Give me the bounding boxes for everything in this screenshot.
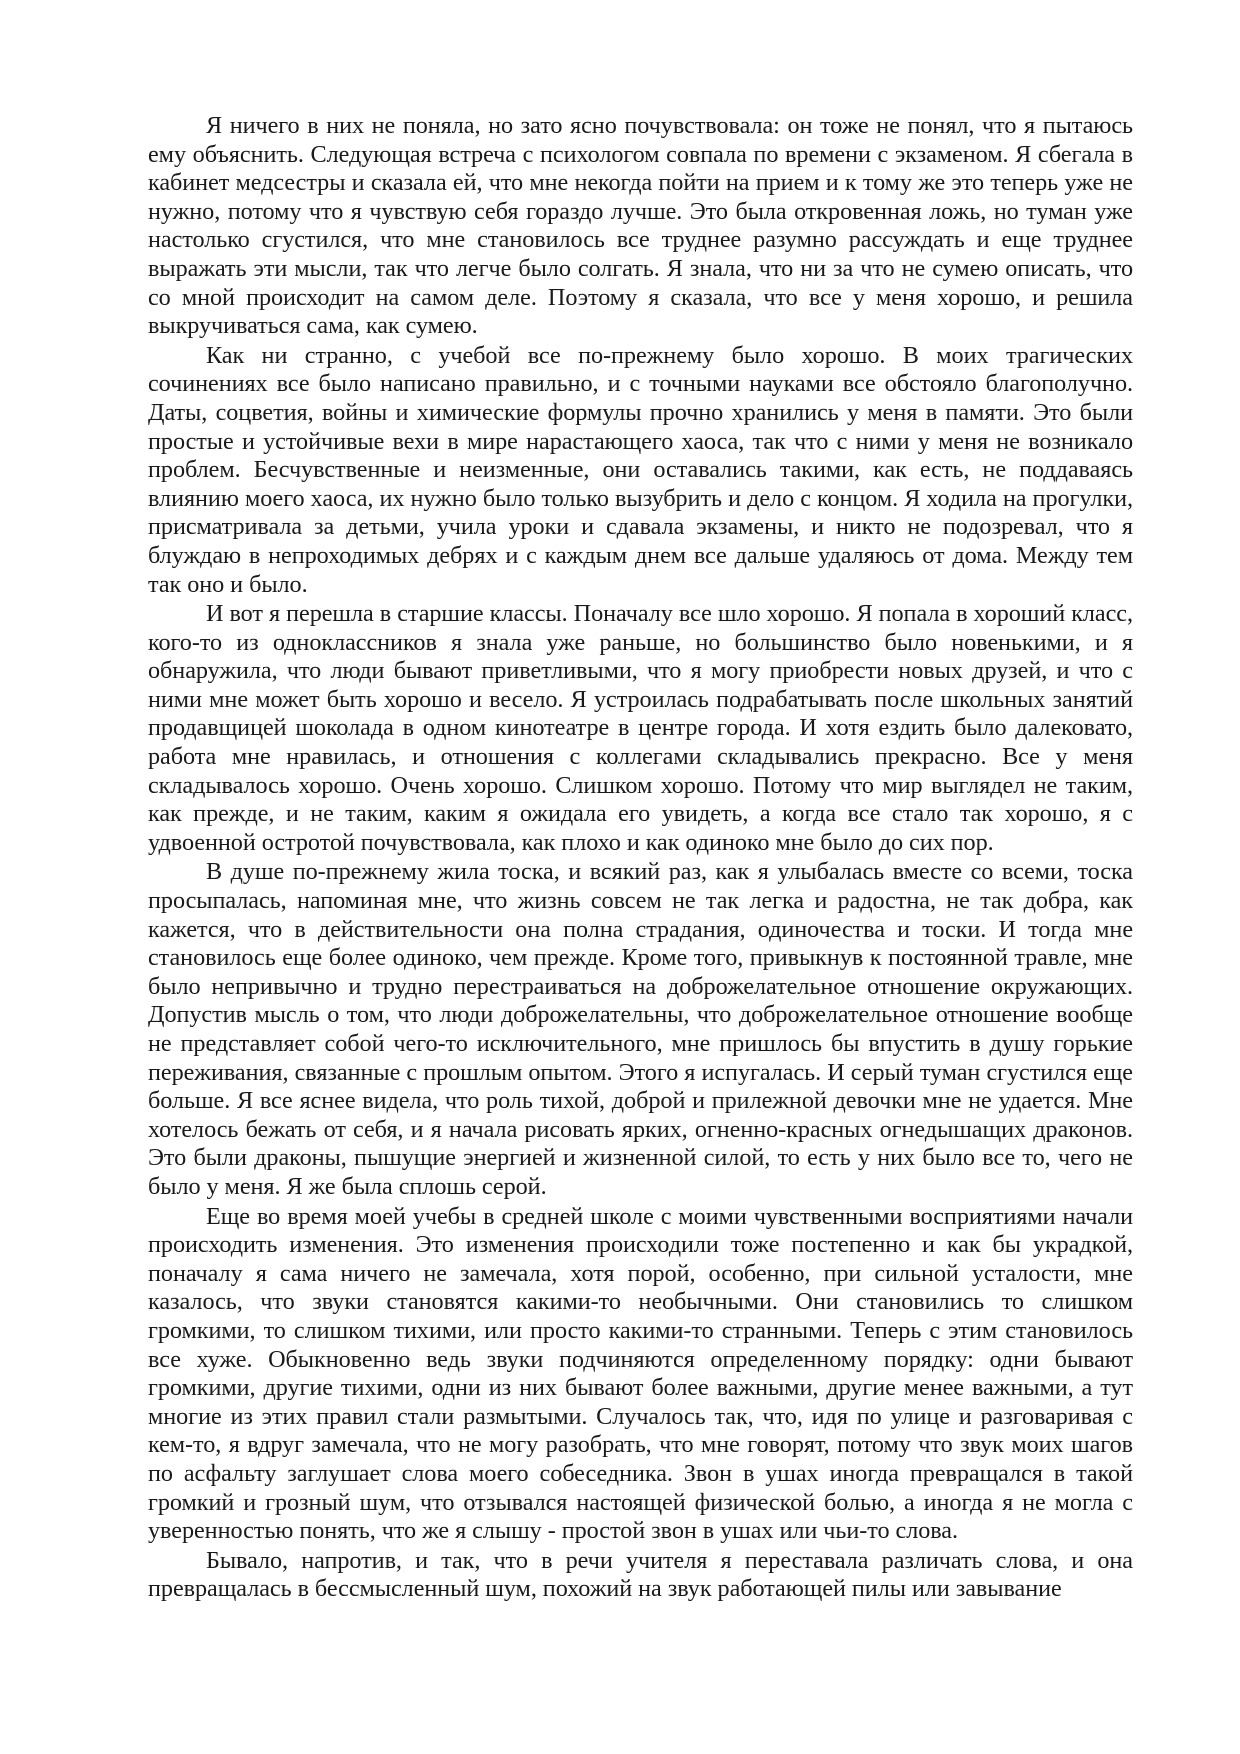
paragraph-longing-dragons: В душе по-прежнему жила тоска, и всякий раз, как я улыбалась вместе со всеми, тоска просыпалась, напоминая мне, что жизнь совсем не так легка и радостна, не так добра, как кажется, что в действительности она полна страдания, одиночества и тоски. И тогда мне становилось еще более одиноко, чем прежде. Кроме того, привыкнув к постоянной травле, мне было непривычно и трудно перестраиваться на доброжелательное отношение окружающих. Допустив мысль о том, что люди доброжелательны, что доброжелательное отношение вообще не представляет собой чего-то исключительного, мне пришлось бы впустить в душу горькие переживания, связанные с прошлым опытом. Этого я испугалась. И серый туман сгустился еще больше. Я все яснее видела, что роль тихой, доброй и прилежной девочки мне не удается. Мне хотелось бежать от себя, и я начала рисовать ярких, огненно-красных огнедышащих драконов. Это были драконы, пышущие энергией и жизненной силой, то есть у них было все то, чего не было у меня. Я же была сплошь серой. bbox=[148, 858, 1133, 1200]
paragraph-psychologist-exam: Я ничего в них не поняла, но зато ясно почувствовала: он тоже не понял, что я пытаюсь ему объяснить. Следующая встреча с психологом совпала по времени с экзаменом. Я сбегала в кабинет медсестры и сказала ей, что мне некогда пойти на прием и к тому же это теперь уже не нужно, потому что я чувствую себя гораздо лучше. Это была откровенная ложь, но туман уже настолько сгустился, что мне становилось все труднее разумно рассуждать и еще труднее выражать эти мысли, так что легче было солгать. Я знала, что ни за что не сумею описать, что со мной происходит на самом деле. Поэтому я сказала, что все у меня хорошо, и решила выкручиваться сама, как сумею. bbox=[148, 112, 1133, 340]
paragraph-studies: Как ни странно, с учебой все по-прежнему было хорошо. В моих трагических сочинениях все было написано правильно, и с точными науками все обстояло благополучно. Даты, соцветия, войны и химические формулы прочно хранились у меня в памяти. Это были простые и устойчивые вехи в мире нарастающего хаоса, так что с ними у меня не возникало проблем. Бесчувственные и неизменные, они оставались такими, как есть, не поддаваясь влиянию моего хаоса, их нужно было только вызубрить и дело с концом. Я ходила на прогулки, присматривала за детьми, учила уроки и сдавала экзамены, и никто не подозревал, что я блуждаю в непроходимых дебрях и с каждым днем все дальше удаляюсь от дома. Между тем так оно и было. bbox=[148, 341, 1133, 598]
paragraph-teacher-speech: Бывало, напротив, и так, что в речи учителя я переставала различать слова, и она превращалась в бессмысленный шум, похожий на звук работающей пилы или завывание bbox=[148, 1546, 1133, 1603]
document-page bbox=[148, 112, 1133, 1605]
paragraph-perception-changes: Еще во время моей учебы в средней школе с моими чувственными восприятиями начали происходить изменения. Это изменения происходили тоже постепенно и как бы украдкой, поначалу я сама ничего не замечала, хотя порой, особенно, при сильной усталости, мне казалось, что звуки становятся какими-то необычными. Они становились то слишком громкими, то слишком тихими, или просто какими-то странными. Теперь с этим становилось все хуже. Обыкновенно ведь звуки подчиняются определенному порядку: одни бывают громкими, другие тихими, одни из них бывают более важными, другие менее важными, а тут многие из этих правил стали размытыми. Случалось так, что, идя по улице и разговаривая с кем-то, я вдруг замечала, что не могу разобрать, что мне говорят, потому что звук моих шагов по асфальту заглушает слова моего собеседника. Звон в ушах иногда превращался в такой громкий и грозный шум, что отзывался настоящей физической болью, а иногда я не могла с уверенностью понять, что же я слышу - простой звон в ушах или чьи-то слова. bbox=[148, 1202, 1133, 1545]
paragraph-senior-classes: И вот я перешла в старшие классы. Поначалу все шло хорошо. Я попала в хороший класс, кого-то из одноклассников я знала уже раньше, но большинство было новенькими, и я обнаружила, что люди бывают приветливыми, что я могу приобрести новых друзей, и что с ними мне может быть хорошо и весело. Я устроилась подрабатывать после школьных занятий продавщицей шоколада в одном кинотеатре в центре города. И хотя ездить было далековато, работа мне нравилась, и отношения с коллегами складывались прекрасно. Все у меня складывалось хорошо. Очень хорошо. Слишком хорошо. Потому что мир выглядел не таким, как прежде, и не таким, каким я ожидала его увидеть, а когда все стало так хорошо, я с удвоенной остротой почувствовала, как плохо и как одиноко мне было до сих пор. bbox=[148, 600, 1133, 856]
